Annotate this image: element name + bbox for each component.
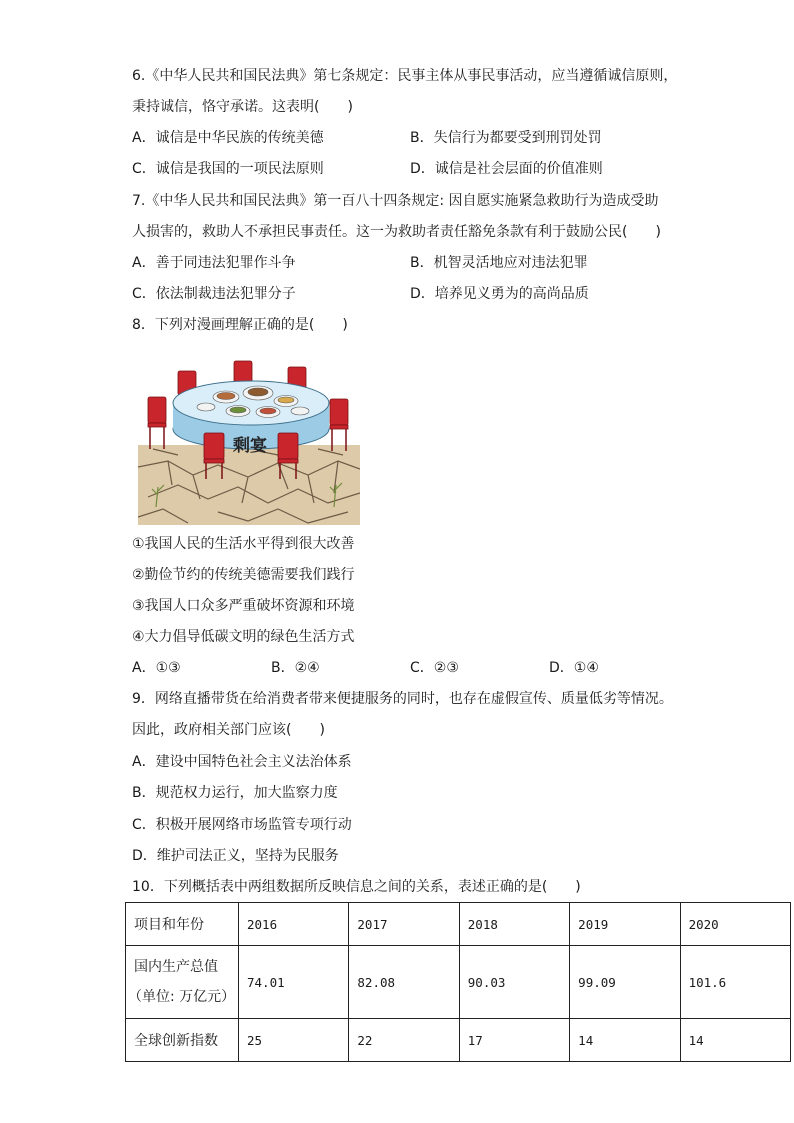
q10-stem: 10．下列概括表中两组数据所反映信息之间的关系，表述正确的是( ) xyxy=(132,879,581,895)
q8-option-b[interactable]: B．②④ xyxy=(271,660,320,676)
food-waste-cartoon xyxy=(138,357,360,525)
gii-value-cell: 22 xyxy=(349,1019,459,1062)
gdp-label-cell xyxy=(126,946,239,1019)
q6-option-a[interactable]: A．诚信是中华民族的传统美德 xyxy=(132,130,324,146)
table-row-gii xyxy=(126,1019,791,1062)
q6-option-d[interactable]: D．诚信是社会层面的价值准则 xyxy=(410,161,603,177)
table-row-header xyxy=(126,903,791,946)
q8-statement-3: ③我国人口众多严重破坏资源和环境 xyxy=(132,598,355,614)
q8-option-c[interactable]: C．②③ xyxy=(410,660,459,676)
q8-stem: 8．下列对漫画理解正确的是( ) xyxy=(132,317,348,333)
gdp-value-cell: 82.08 xyxy=(349,946,459,1019)
q9-option-d[interactable]: D．维护司法正义，坚持为民服务 xyxy=(132,848,339,864)
gdp-value-cell: 101.6 xyxy=(680,946,790,1019)
gii-value-cell: 17 xyxy=(459,1019,569,1062)
gdp-unit-label: （单位: 万亿元） xyxy=(128,989,236,1005)
q6-option-c[interactable]: C．诚信是我国的一项民法原则 xyxy=(132,161,324,177)
q9-stem-line2: 因此，政府相关部门应该( ) xyxy=(132,722,325,738)
q7-stem-line1: 7.《中华人民共和国民法典》第一百八十四条规定: 因自愿实施紧急救助行为造成受助 xyxy=(132,193,659,209)
q7-option-d[interactable]: D．培养见义勇为的高尚品质 xyxy=(410,286,589,302)
gdp-label: 国内生产总值 xyxy=(134,959,218,975)
q7-option-b[interactable]: B．机智灵活地应对违法犯罪 xyxy=(410,255,588,271)
q7-option-c[interactable]: C．依法制裁违法犯罪分子 xyxy=(132,286,296,302)
gii-value-cell: 25 xyxy=(239,1019,349,1062)
q9-option-c[interactable]: C．积极开展网络市场监管专项行动 xyxy=(132,817,352,833)
q8-statement-4: ④大力倡导低碳文明的绿色生活方式 xyxy=(132,629,355,645)
gii-value-cell: 14 xyxy=(570,1019,680,1062)
year-cell: 2018 xyxy=(459,903,569,946)
year-cell: 2020 xyxy=(680,903,790,946)
header-label-cell: 项目和年份 xyxy=(126,903,239,946)
q7-stem-line2: 人损害的，救助人不承担民事责任。这一为救助者责任豁免条款有利于鼓励公民( ) xyxy=(132,224,661,240)
q6-option-b[interactable]: B．失信行为都要受到刑罚处罚 xyxy=(410,130,602,146)
gdp-value-cell: 99.09 xyxy=(570,946,680,1019)
q8-statement-2: ②勤俭节约的传统美德需要我们践行 xyxy=(132,567,355,583)
gdp-innovation-table xyxy=(125,902,791,1062)
q6-stem-line1: 6.《中华人民共和国民法典》第七条规定：民事主体从事民事活动，应当遵循诚信原则， xyxy=(132,68,678,84)
q6-stem-line2: 秉持诚信，恪守承诺。这表明( ) xyxy=(132,99,353,115)
cartoon-caption: 剩宴 xyxy=(233,436,267,456)
table-row-gdp xyxy=(126,946,791,1019)
q9-option-a[interactable]: A．建设中国特色社会主义法治体系 xyxy=(132,754,352,770)
gii-label-cell: 全球创新指数 xyxy=(126,1019,239,1062)
q8-option-a[interactable]: A．①③ xyxy=(132,660,181,676)
year-cell: 2019 xyxy=(570,903,680,946)
gii-value-cell: 14 xyxy=(680,1019,790,1062)
q8-option-d[interactable]: D．①④ xyxy=(549,660,599,676)
year-cell: 2016 xyxy=(239,903,349,946)
q9-stem-line1: 9．网络直播带货在给消费者带来便捷服务的同时，也存在虚假宣传、质量低劣等情况。 xyxy=(132,691,673,707)
q7-option-a[interactable]: A．善于同违法犯罪作斗争 xyxy=(132,255,296,271)
q8-statement-1: ①我国人民的生活水平得到很大改善 xyxy=(132,536,355,552)
q9-option-b[interactable]: B．规范权力运行，加大监察力度 xyxy=(132,785,338,801)
gdp-value-cell: 90.03 xyxy=(459,946,569,1019)
gdp-value-cell: 74.01 xyxy=(239,946,349,1019)
year-cell: 2017 xyxy=(349,903,459,946)
